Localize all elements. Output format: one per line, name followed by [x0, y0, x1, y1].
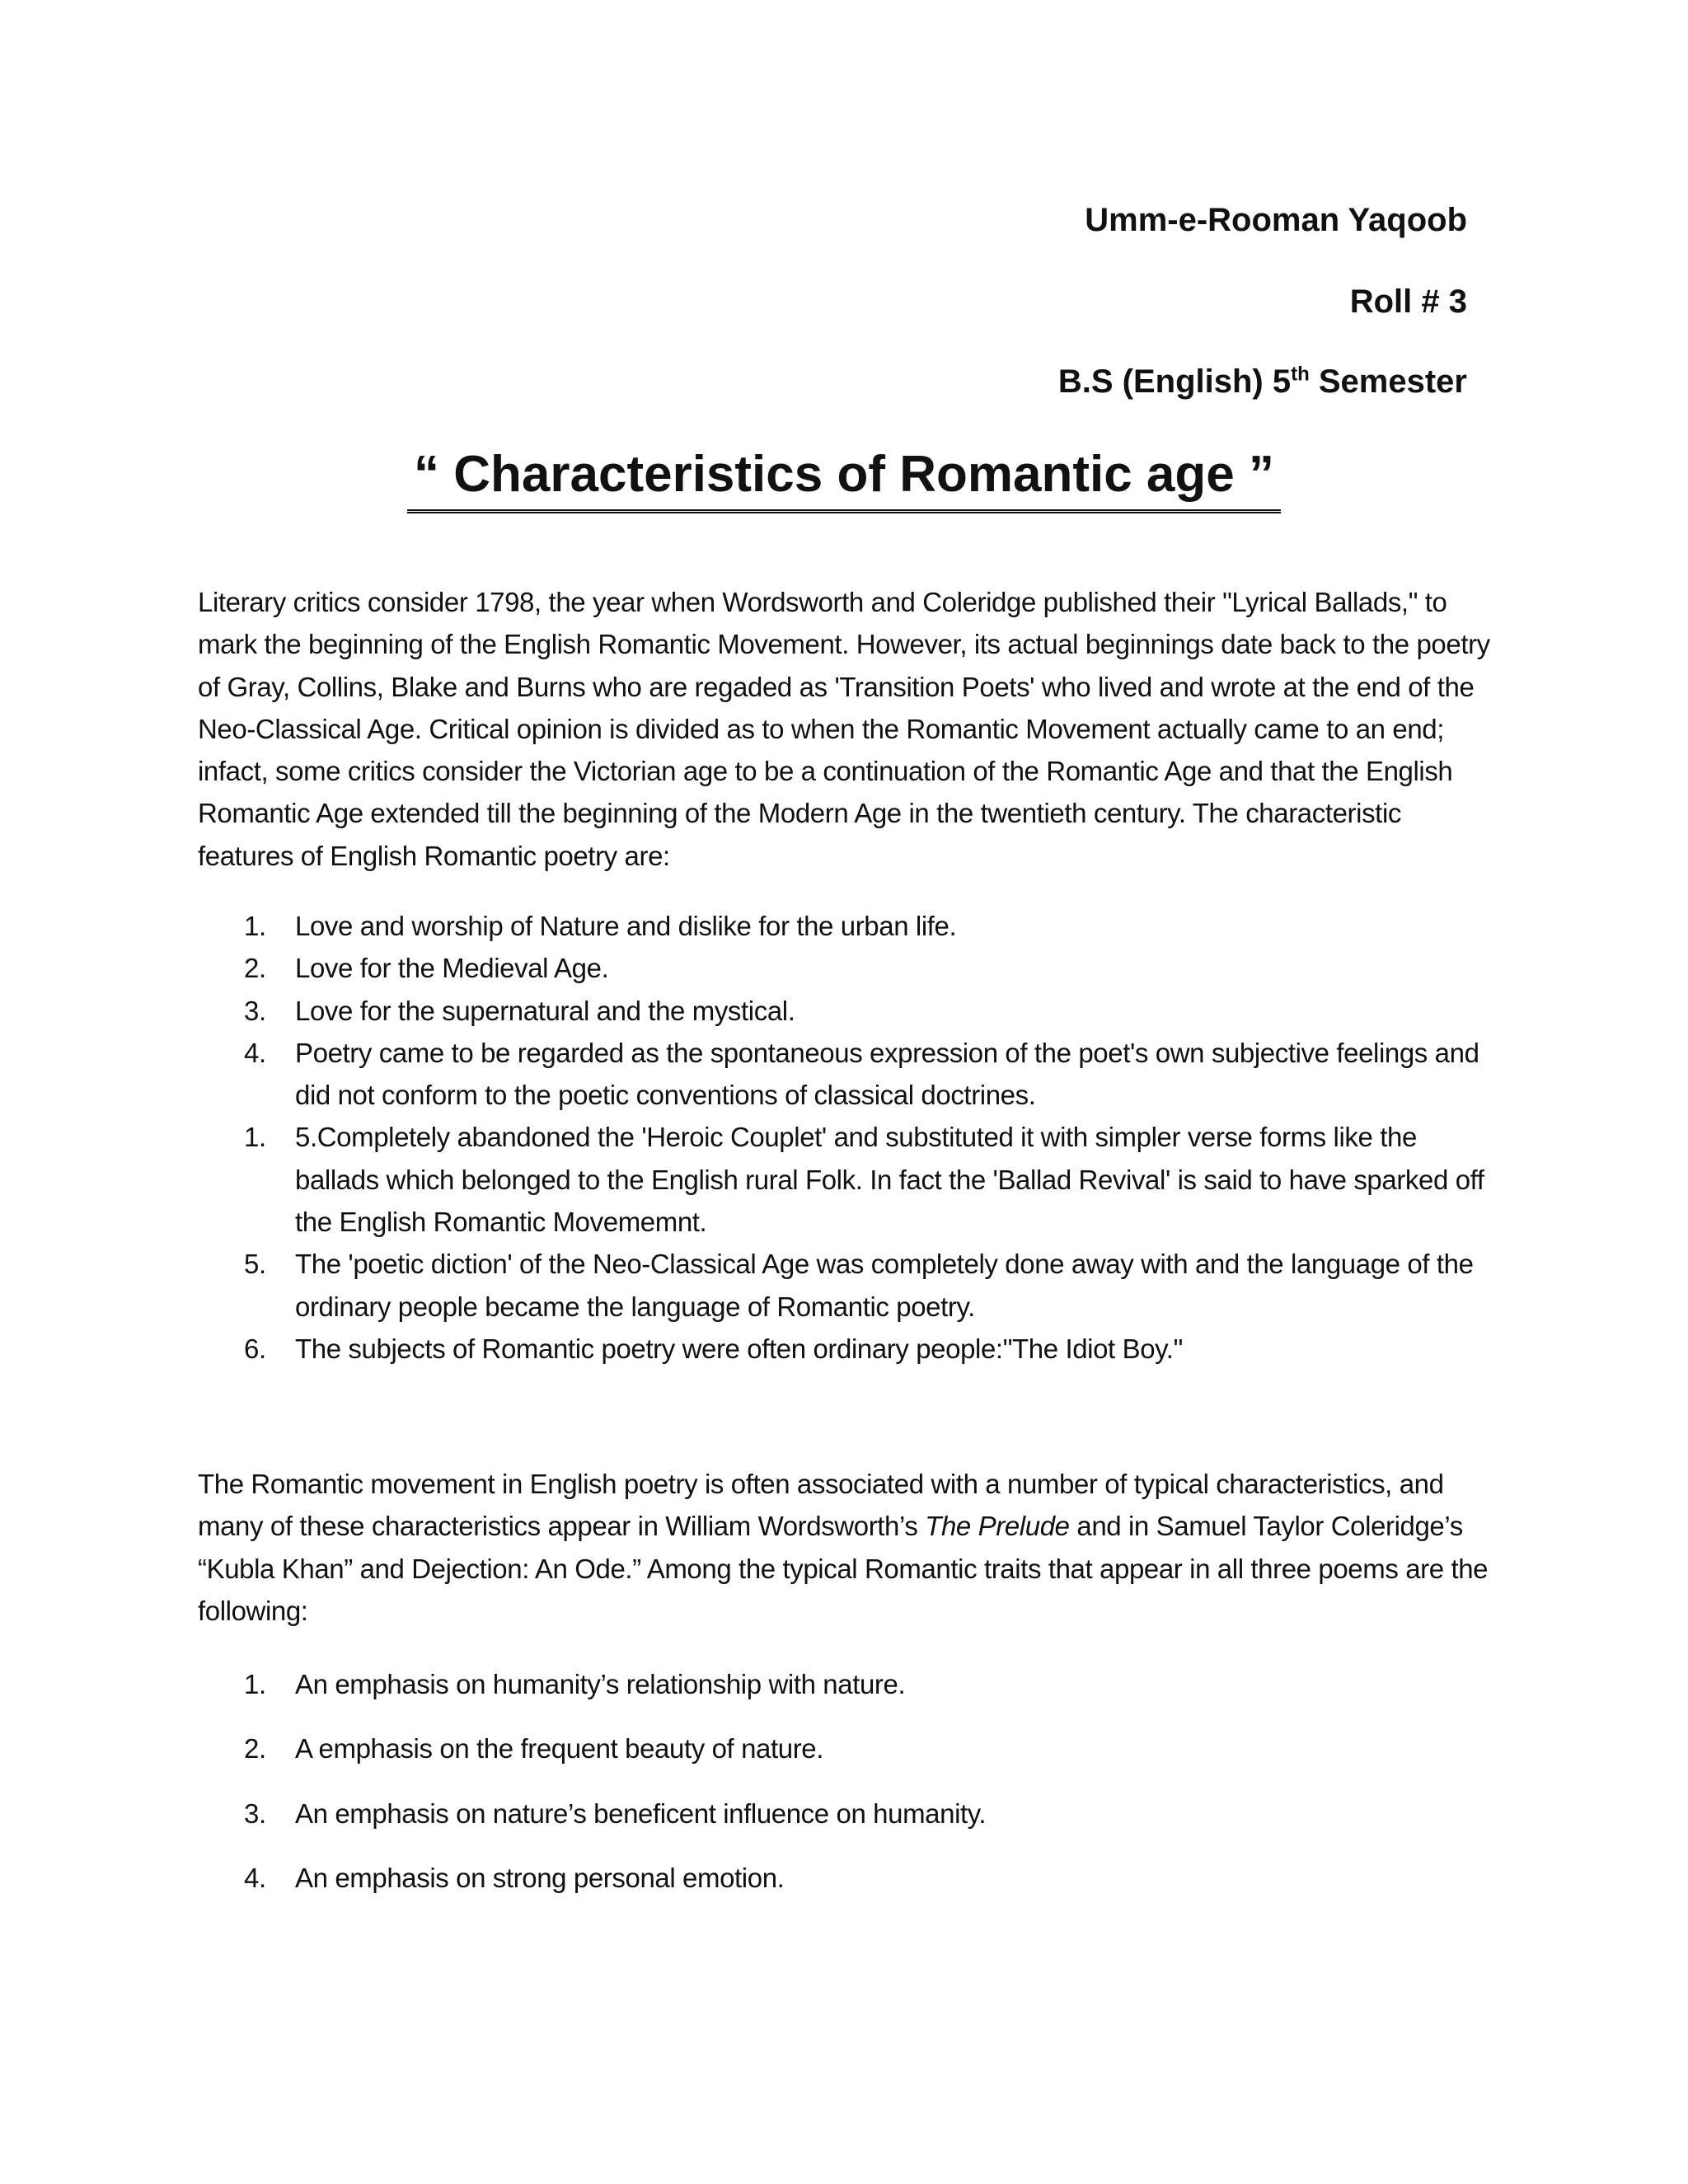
list-text: Love for the Medieval Age.	[295, 953, 609, 984]
document-title: “ Characteristics of Romantic age ”	[407, 445, 1281, 513]
list-text: A emphasis on the frequent beauty of nature.	[295, 1733, 824, 1765]
list-item	[198, 1116, 1500, 1243]
list-item	[198, 905, 1500, 947]
list-item	[198, 1793, 1500, 1835]
list-number: 4.	[244, 1037, 266, 1068]
list-text: An emphasis on strong personal emotion.	[295, 1862, 785, 1893]
list-text: An emphasis on humanity’s relationship with nature.	[295, 1669, 906, 1699]
list-text: Love and worship of Nature and dislike for the urban life.	[295, 911, 957, 941]
list-item	[198, 1663, 1500, 1705]
work-title-italic: The Prelude	[925, 1511, 1070, 1542]
list-item	[198, 1243, 1500, 1328]
list-item	[198, 947, 1500, 989]
list-item	[198, 1857, 1500, 1899]
list-text: The subjects of Romantic poetry were often ordinary people:"The Idiot Boy."	[295, 1333, 1183, 1364]
program-prefix: B.S (English) 5	[1057, 363, 1292, 400]
list-text: 5.Completely abandoned the 'Heroic Couplet' and substituted it with simpler verse forms like the ballads which belonged to the English rural Folk. In fact the 'Ballad Revival' is said to have sparked off the English Romantic Movememnt.	[295, 1122, 1484, 1238]
program-suffix: Semester	[1309, 363, 1467, 400]
list-text: Poetry came to be regarded as the spontaneous expression of the poet's own subjective feelings and did not conform to the poetic conventions of classical doctrines.	[295, 1037, 1479, 1111]
program-semester	[1058, 361, 1467, 402]
list-item	[198, 1328, 1500, 1370]
list-text: The 'poetic diction' of the Neo-Classical Age was completely done away with and the language of the ordinary people became the language of Romantic poetry.	[295, 1249, 1474, 1322]
list-item	[198, 1032, 1500, 1117]
list-number: 3.	[244, 995, 266, 1026]
list-item	[198, 1727, 1500, 1769]
list-text: Love for the supernatural and the mystical.	[295, 995, 795, 1026]
list-number: 1.	[244, 1122, 266, 1153]
list-text: An emphasis on nature’s beneficent influence on humanity.	[295, 1797, 987, 1829]
author-name: Umm-e-Rooman Yaqoob	[1085, 202, 1467, 238]
list-number: 3.	[244, 1797, 266, 1829]
title-container	[0, 445, 1688, 513]
list-number: 2.	[244, 1733, 266, 1765]
list-number: 1.	[244, 1669, 266, 1699]
list-number: 4.	[244, 1862, 266, 1893]
paragraph-text: and in Samuel Taylor Coleridge’s “Kubla Khan” and Dejection: An Ode.” Among the typical Romantic traits that appear in all three poems are the following:	[198, 1511, 1489, 1626]
paragraph-text: The Romantic movement in English poetry is often associated with a number of typical characteristics, and many of these characteristics appear in William Wordsworth’s	[198, 1469, 1444, 1542]
list-number: 5.	[244, 1249, 266, 1280]
romantic-traits-list	[198, 1663, 1500, 1921]
intro-paragraph: Literary critics consider 1798, the year when Wordsworth and Coleridge published their "Lyrical Ballads," to mark the beginning of the English Romantic Movement. However, its actual beginnings date back to the poetry of Gray, Collins, Blake and Burns who are regaded as 'Transition Poets' who lived and wrote at the end of the Neo-Classical Age. Critical opinion is divided as to when the Romantic Movement actually came to an end; infact, some critics consider the Victorian age to be a continuation of the Romantic Age and that the English Romantic Age extended till the beginning of the Modern Age in the twentieth century. The characteristic features of English Romantic poetry are:	[198, 587, 1490, 871]
list-number: 1.	[244, 911, 266, 941]
second-paragraph	[198, 1463, 1500, 1632]
list-number: 2.	[244, 953, 266, 984]
characteristics-list	[198, 905, 1500, 1370]
list-item	[198, 990, 1500, 1032]
list-number: 6.	[244, 1333, 266, 1364]
roll-number: Roll # 3	[1349, 284, 1467, 320]
program-superscript: th	[1291, 363, 1310, 386]
